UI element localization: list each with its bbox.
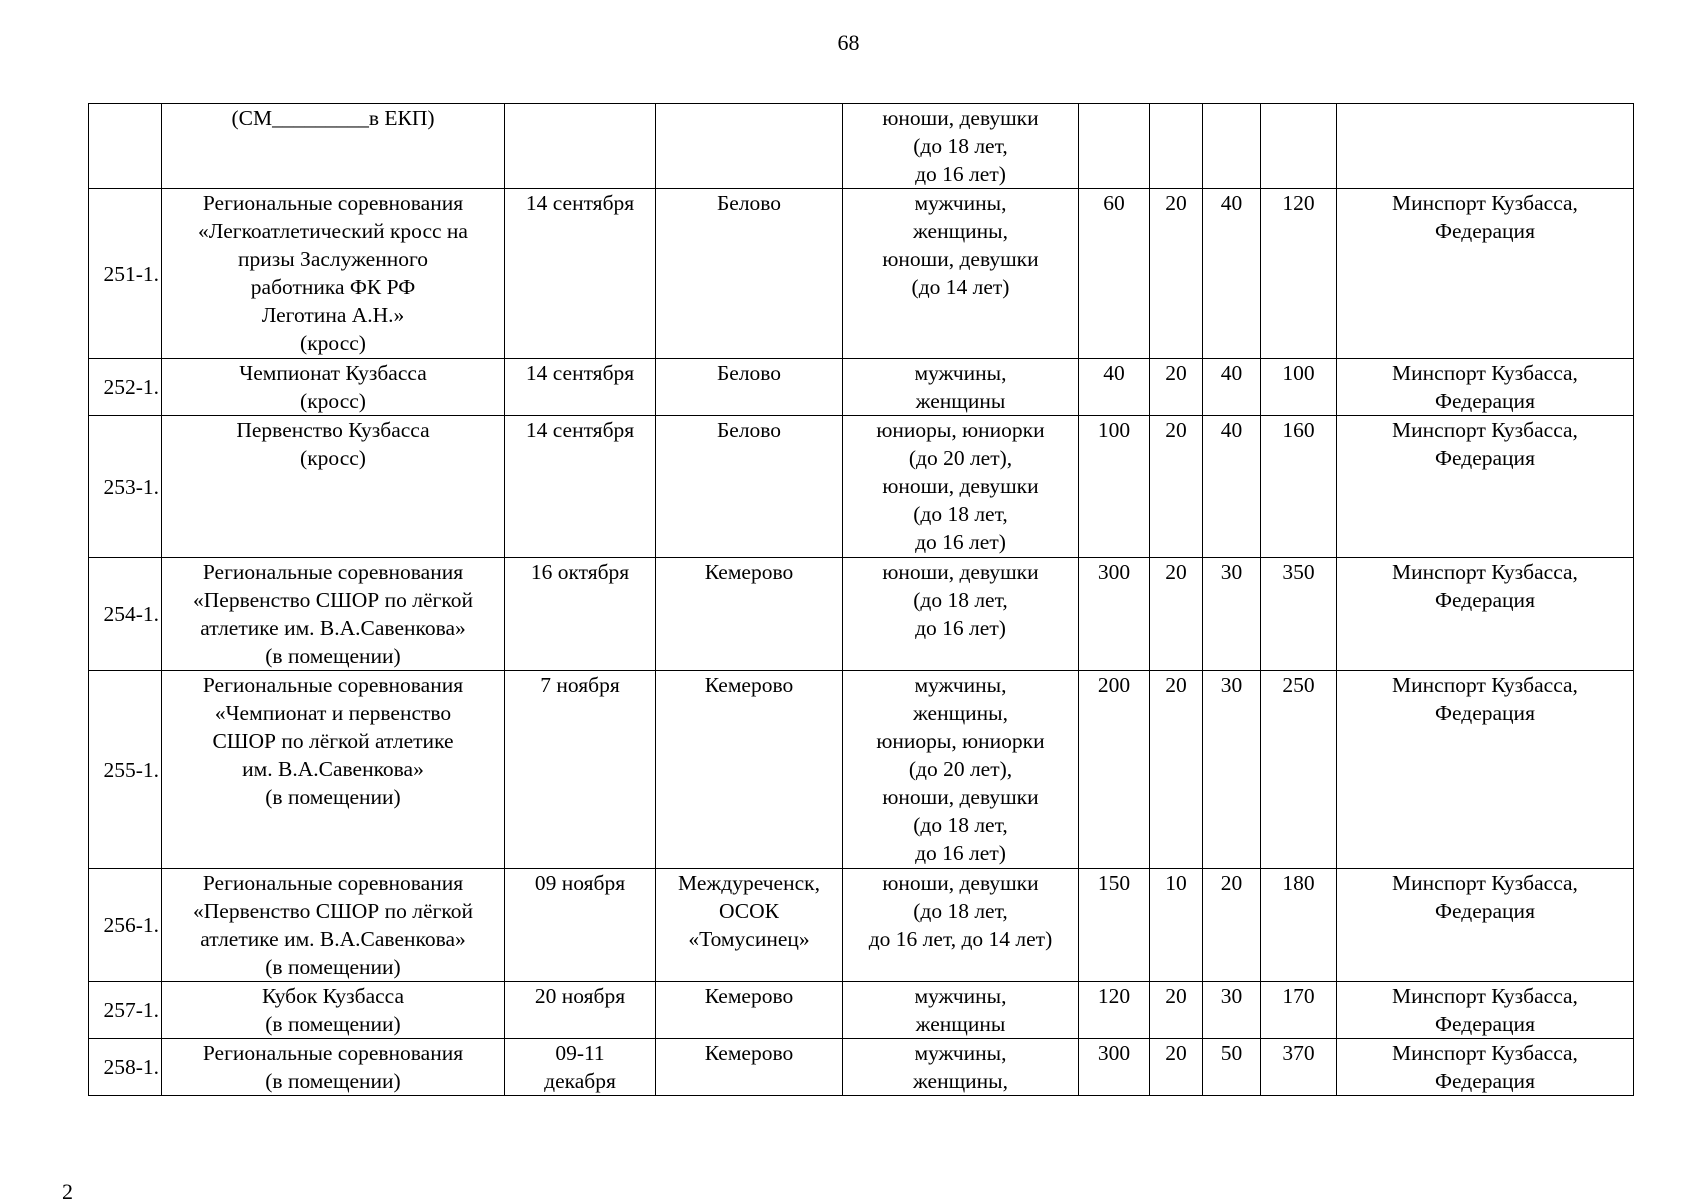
officials-count-cell: 20 [1203, 869, 1261, 982]
total-count-cell [1261, 104, 1337, 189]
cell-line: (в помещении) [265, 1012, 401, 1036]
venue-cell [656, 1039, 843, 1096]
cell-line: Белово [716, 418, 782, 442]
row-number-cell: 252-1. [89, 359, 162, 416]
cell-line: (до 20 лет), [908, 446, 1013, 470]
cell-line: 09-11 [555, 1041, 605, 1065]
cell-line: (кросс) [300, 389, 366, 413]
cell-line: юноши, девушки [882, 560, 1039, 584]
table-row [89, 869, 1634, 982]
cell-line: Региональные соревнования [202, 673, 464, 697]
date-cell [505, 671, 656, 869]
cell-line: (СМ_________в ЕКП) [231, 106, 435, 130]
date-cell [505, 359, 656, 416]
event-name-cell [162, 982, 505, 1039]
participants-cell [843, 982, 1079, 1039]
cell-line: Федерация [1435, 588, 1535, 612]
cell-line: женщины [915, 1012, 1006, 1036]
cell-line: «Первенство СШОР по лёгкой [193, 899, 473, 923]
judges-count-cell: 20 [1150, 671, 1203, 869]
cell-line: Кемерово [704, 673, 794, 697]
cell-line: до 16 лет) [915, 530, 1006, 554]
cell-line: мужчины, [914, 1041, 1007, 1065]
cell-line: (до 18 лет, [913, 813, 1008, 837]
row-number-cell: 256-1. [89, 869, 162, 982]
cell-line: (до 18 лет, [913, 502, 1008, 526]
participants-cell [843, 869, 1079, 982]
cell-line: Региональные соревнования [202, 871, 464, 895]
cell-line: Федерация [1435, 446, 1535, 470]
row-number-cell: 253-1. [89, 416, 162, 558]
cell-line: Минспорт Кузбасса, [1392, 984, 1578, 1008]
total-count-cell: 250 [1261, 671, 1337, 869]
cell-line: юноши, девушки [882, 785, 1039, 809]
judges-count-cell: 20 [1150, 1039, 1203, 1096]
row-number-cell [89, 104, 162, 189]
cell-line: (в помещении) [265, 785, 401, 809]
venue-cell [656, 104, 843, 189]
officials-count-cell: 30 [1203, 982, 1261, 1039]
row-number-cell: 255-1. [89, 671, 162, 869]
event-name-cell [162, 1039, 505, 1096]
cell-line: Кемерово [704, 1041, 794, 1065]
total-count-cell: 160 [1261, 416, 1337, 558]
cell-line: женщины [915, 389, 1006, 413]
organizer-cell [1337, 869, 1634, 982]
page-number: 68 [837, 30, 860, 55]
date-cell [505, 869, 656, 982]
cell-line: СШОР по лёгкой атлетике [212, 729, 454, 753]
table-row [89, 558, 1634, 671]
cell-line: работника ФК РФ [250, 275, 416, 299]
row-number-cell: 251-1. [89, 189, 162, 359]
cell-line: Федерация [1435, 701, 1535, 725]
cell-line: (до 18 лет, [913, 899, 1008, 923]
cell-line: (в помещении) [265, 644, 401, 668]
venue-cell [656, 359, 843, 416]
cell-line: атлетике им. В.А.Савенкова» [200, 927, 466, 951]
cell-line: «Легкоатлетический кросс на [198, 219, 468, 243]
cell-line: Междуреченск, [678, 871, 820, 895]
cell-line: 09 ноября [534, 871, 626, 895]
cell-line: юниоры, юниорки [876, 418, 1045, 442]
organizer-cell [1337, 104, 1634, 189]
cell-line: женщины, [912, 1069, 1008, 1093]
participants-count-cell: 120 [1079, 982, 1150, 1039]
participants-count-cell: 40 [1079, 359, 1150, 416]
footer-mark: 2 [62, 1184, 73, 1200]
officials-count-cell: 30 [1203, 671, 1261, 869]
date-cell [505, 558, 656, 671]
cell-line: мужчины, [914, 984, 1007, 1008]
venue-cell [656, 869, 843, 982]
cell-line: Белово [716, 361, 782, 385]
cell-line: Первенство Кузбасса [236, 418, 430, 442]
cell-line: Леготина А.Н.» [261, 303, 405, 327]
judges-count-cell [1150, 104, 1203, 189]
cell-line: Федерация [1435, 1069, 1535, 1093]
cell-line: 14 сентября [525, 191, 635, 215]
cell-line: Минспорт Кузбасса, [1392, 871, 1578, 895]
date-cell [505, 416, 656, 558]
participants-cell [843, 189, 1079, 359]
cell-line: (до 20 лет), [908, 757, 1013, 781]
table-row [89, 104, 1634, 189]
officials-count-cell: 40 [1203, 189, 1261, 359]
table-row [89, 671, 1634, 869]
cell-line: юноши, девушки [882, 247, 1039, 271]
schedule-body [89, 104, 1634, 1096]
cell-line: Федерация [1435, 389, 1535, 413]
cell-line: Минспорт Кузбасса, [1392, 361, 1578, 385]
table-row [89, 416, 1634, 558]
table-row [89, 1039, 1634, 1096]
venue-cell [656, 558, 843, 671]
cell-line: до 16 лет) [915, 162, 1006, 186]
cell-line: Минспорт Кузбасса, [1392, 560, 1578, 584]
event-name-cell [162, 671, 505, 869]
participants-count-cell: 300 [1079, 1039, 1150, 1096]
organizer-cell [1337, 359, 1634, 416]
officials-count-cell: 40 [1203, 359, 1261, 416]
total-count-cell: 350 [1261, 558, 1337, 671]
judges-count-cell: 20 [1150, 359, 1203, 416]
event-name-cell [162, 869, 505, 982]
date-cell [505, 1039, 656, 1096]
cell-line: (кросс) [300, 331, 366, 355]
participants-cell [843, 359, 1079, 416]
cell-line: мужчины, [914, 673, 1007, 697]
participants-count-cell: 60 [1079, 189, 1150, 359]
cell-line: Чемпионат Кузбасса [239, 361, 427, 385]
cell-line: (в помещении) [265, 955, 401, 979]
table-row [89, 982, 1634, 1039]
cell-line: юниоры, юниорки [876, 729, 1045, 753]
cell-line: «Чемпионат и первенство [214, 701, 452, 725]
participants-cell [843, 416, 1079, 558]
participants-cell [843, 104, 1079, 189]
participants-count-cell: 150 [1079, 869, 1150, 982]
cell-line: 20 ноября [534, 984, 626, 1008]
date-cell [505, 189, 656, 359]
cell-line: Минспорт Кузбасса, [1392, 673, 1578, 697]
officials-count-cell: 50 [1203, 1039, 1261, 1096]
cell-line: декабря [544, 1069, 616, 1093]
cell-line: мужчины, [914, 191, 1007, 215]
organizer-cell [1337, 558, 1634, 671]
cell-line: Региональные соревнования [202, 191, 464, 215]
cell-line: 14 сентября [525, 418, 635, 442]
participants-count-cell: 200 [1079, 671, 1150, 869]
participants-count-cell [1079, 104, 1150, 189]
cell-line: Федерация [1435, 1012, 1535, 1036]
row-number-cell: 257-1. [89, 982, 162, 1039]
total-count-cell: 100 [1261, 359, 1337, 416]
officials-count-cell: 30 [1203, 558, 1261, 671]
venue-cell [656, 416, 843, 558]
cell-line: Региональные соревнования [202, 1041, 464, 1065]
competition-schedule-table [88, 103, 1634, 1096]
cell-line: 14 сентября [525, 361, 635, 385]
cell-line: Кубок Кузбасса [261, 984, 405, 1008]
participants-cell [843, 558, 1079, 671]
cell-line: Кемерово [704, 984, 794, 1008]
venue-cell [656, 671, 843, 869]
total-count-cell: 120 [1261, 189, 1337, 359]
cell-line: (до 14 лет) [911, 275, 1010, 299]
participants-cell [843, 1039, 1079, 1096]
judges-count-cell: 20 [1150, 982, 1203, 1039]
judges-count-cell: 20 [1150, 416, 1203, 558]
cell-line: Минспорт Кузбасса, [1392, 1041, 1578, 1065]
cell-line: (до 18 лет, [913, 588, 1008, 612]
total-count-cell: 370 [1261, 1039, 1337, 1096]
cell-line: Федерация [1435, 219, 1535, 243]
total-count-cell: 170 [1261, 982, 1337, 1039]
officials-count-cell [1203, 104, 1261, 189]
cell-line: женщины, [912, 701, 1008, 725]
cell-line: Региональные соревнования [202, 560, 464, 584]
organizer-cell [1337, 982, 1634, 1039]
participants-cell [843, 671, 1079, 869]
event-name-cell [162, 359, 505, 416]
cell-line: юноши, девушки [882, 871, 1039, 895]
cell-line: (в помещении) [265, 1069, 401, 1093]
date-cell [505, 982, 656, 1039]
cell-line: юноши, девушки [882, 106, 1039, 130]
cell-line: Кемерово [704, 560, 794, 584]
organizer-cell [1337, 1039, 1634, 1096]
venue-cell [656, 189, 843, 359]
cell-line: атлетике им. В.А.Савенкова» [200, 616, 466, 640]
cell-line: 16 октября [530, 560, 630, 584]
cell-line: юноши, девушки [882, 474, 1039, 498]
event-name-cell [162, 416, 505, 558]
event-name-cell [162, 558, 505, 671]
total-count-cell: 180 [1261, 869, 1337, 982]
cell-line: женщины, [912, 219, 1008, 243]
cell-line: до 16 лет, до 14 лет) [868, 927, 1053, 951]
row-number-cell: 258-1. [89, 1039, 162, 1096]
cell-line: «Первенство СШОР по лёгкой [193, 588, 473, 612]
cell-line: «Томусинец» [688, 927, 810, 951]
cell-line: мужчины, [914, 361, 1007, 385]
cell-line: 7 ноября [540, 673, 620, 697]
cell-line: до 16 лет) [915, 841, 1006, 865]
event-name-cell [162, 189, 505, 359]
cell-line: Минспорт Кузбасса, [1392, 418, 1578, 442]
organizer-cell [1337, 671, 1634, 869]
organizer-cell [1337, 189, 1634, 359]
cell-line: ОСОК [719, 899, 779, 923]
officials-count-cell: 40 [1203, 416, 1261, 558]
participants-count-cell: 100 [1079, 416, 1150, 558]
cell-line: им. В.А.Савенкова» [242, 757, 424, 781]
cell-line: Белово [716, 191, 782, 215]
cell-line: призы Заслуженного [237, 247, 429, 271]
cell-line: до 16 лет) [915, 616, 1006, 640]
table-row [89, 359, 1634, 416]
date-cell [505, 104, 656, 189]
cell-line: (кросс) [300, 446, 366, 470]
organizer-cell [1337, 416, 1634, 558]
cell-line: (до 18 лет, [913, 134, 1008, 158]
participants-count-cell: 300 [1079, 558, 1150, 671]
venue-cell [656, 982, 843, 1039]
judges-count-cell: 10 [1150, 869, 1203, 982]
table-row [89, 189, 1634, 359]
judges-count-cell: 20 [1150, 189, 1203, 359]
cell-line: Федерация [1435, 899, 1535, 923]
cell-line: Минспорт Кузбасса, [1392, 191, 1578, 215]
row-number-cell: 254-1. [89, 558, 162, 671]
event-name-cell [162, 104, 505, 189]
judges-count-cell: 20 [1150, 558, 1203, 671]
